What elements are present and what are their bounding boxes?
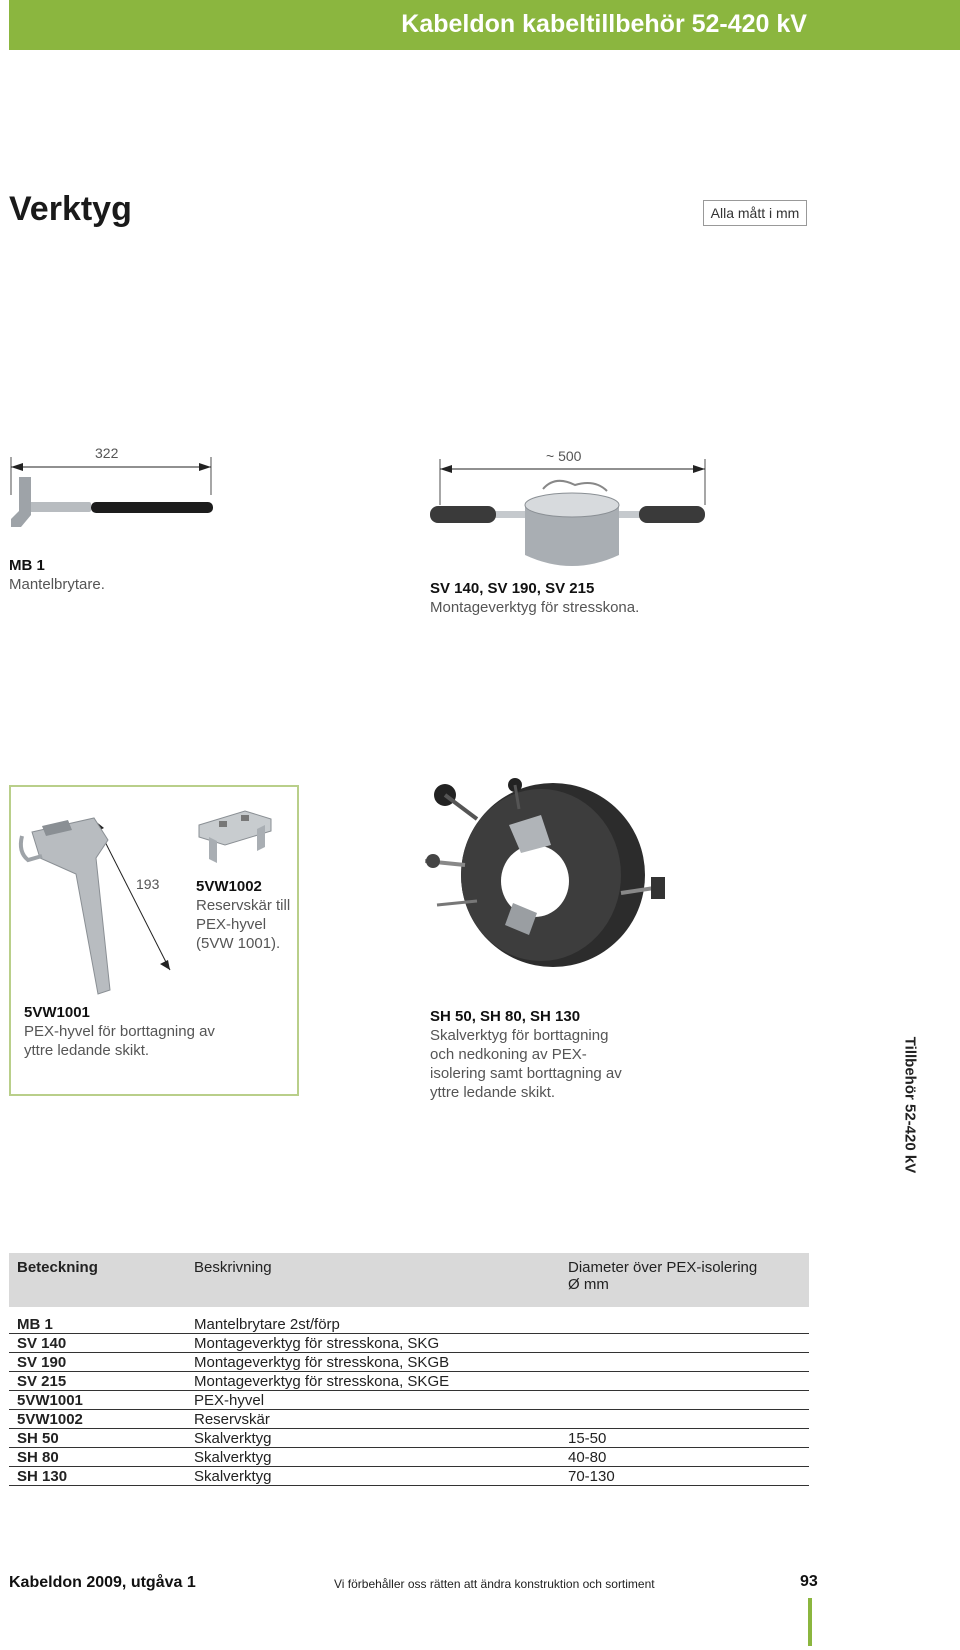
cell-code: 5VW1002 xyxy=(9,1410,186,1429)
header-diameter-unit: Ø mm xyxy=(568,1276,609,1293)
cell-description: Montageverktyg för stresskona, SKGB xyxy=(186,1353,560,1372)
header-cell-designation: Beteckning xyxy=(9,1253,186,1307)
cell-diameter xyxy=(560,1353,809,1372)
cell-code: SV 140 xyxy=(9,1334,186,1353)
footer-edition: Kabeldon 2009, utgåva 1 xyxy=(9,1574,196,1591)
cell-code: SV 215 xyxy=(9,1372,186,1391)
page-title: Verktyg xyxy=(9,190,132,228)
table-row xyxy=(9,1334,809,1353)
sh-desc-line: yttre ledande skikt. xyxy=(430,1084,556,1101)
table-row xyxy=(9,1353,809,1372)
mb1-description: Mantelbrytare. xyxy=(9,576,105,593)
cell-description: Montageverktyg för stresskona, SKGE xyxy=(186,1372,560,1391)
header-cell-diameter xyxy=(560,1253,809,1307)
cell-code: SH 50 xyxy=(9,1429,186,1448)
header-diameter-label: Diameter över PEX-isolering xyxy=(568,1259,758,1276)
mb1-tool-image xyxy=(5,455,215,545)
cell-diameter: 15-50 xyxy=(560,1429,809,1448)
vw1002-desc-line: (5VW 1001). xyxy=(196,935,281,952)
cell-description: PEX-hyvel xyxy=(186,1391,560,1410)
cell-description: Skalverktyg xyxy=(186,1429,560,1448)
table-row xyxy=(9,1372,809,1391)
header-cell-description: Beskrivning xyxy=(186,1253,560,1307)
mb1-dimension: 322 xyxy=(95,445,119,461)
cell-code: 5VW1001 xyxy=(9,1391,186,1410)
vw1002-desc-line: PEX-hyvel xyxy=(196,916,267,933)
sh-desc-line: och nedkoning av PEX- xyxy=(430,1046,587,1063)
cell-diameter xyxy=(560,1334,809,1353)
cell-diameter: 70-130 xyxy=(560,1467,809,1486)
cell-description: Montageverktyg för stresskona, SKG xyxy=(186,1334,560,1353)
header-title: Kabeldon kabeltillbehör 52-420 kV xyxy=(401,10,807,38)
sh-desc-line: Skalverktyg för borttagning xyxy=(430,1027,609,1044)
table-row xyxy=(9,1410,809,1429)
sh-description xyxy=(430,1026,622,1102)
vw1001-planer-image xyxy=(12,810,172,1005)
cell-diameter xyxy=(560,1410,809,1429)
cell-description: Reservskär xyxy=(186,1410,560,1429)
vw1002-description xyxy=(196,896,290,953)
sv-code: SV 140, SV 190, SV 215 xyxy=(430,580,595,597)
sv-description: Montageverktyg för stresskona. xyxy=(430,599,640,616)
cell-code: SH 130 xyxy=(9,1467,186,1486)
cell-description: Mantelbrytare 2st/förp xyxy=(186,1315,560,1334)
spec-table xyxy=(9,1253,809,1486)
cell-diameter xyxy=(560,1372,809,1391)
footer-disclaimer: Vi förbehåller oss rätten att ändra konstruktion och sortiment xyxy=(334,1577,655,1591)
vw1001-description xyxy=(24,1022,215,1060)
vw1001-dimension: 193 xyxy=(136,876,160,892)
side-tab-label: Tillbehör 52-420 kV xyxy=(901,1036,919,1174)
table-row xyxy=(9,1467,809,1486)
table-header-row xyxy=(9,1253,809,1307)
cell-code: SH 80 xyxy=(9,1448,186,1467)
side-tab xyxy=(895,1030,925,1180)
vw1002-desc-line: Reservskär till xyxy=(196,897,291,914)
sv-tool-image xyxy=(425,455,715,580)
vw1001-code: 5VW1001 xyxy=(24,1004,90,1021)
cell-diameter: 40-80 xyxy=(560,1448,809,1467)
cell-diameter xyxy=(560,1391,809,1410)
cell-code: MB 1 xyxy=(9,1315,186,1334)
vw1002-blade-image xyxy=(195,807,275,867)
vw1001-desc-line: PEX-hyvel för borttagning av xyxy=(24,1023,215,1040)
table-row xyxy=(9,1315,809,1334)
sh-desc-line: isolering samt borttagning av xyxy=(430,1065,622,1082)
table-row xyxy=(9,1391,809,1410)
sh-tool-image xyxy=(425,775,670,975)
cell-description: Skalverktyg xyxy=(186,1467,560,1486)
cell-diameter xyxy=(560,1315,809,1334)
table-row xyxy=(9,1448,809,1467)
vw1002-code: 5VW1002 xyxy=(196,878,262,895)
sh-code: SH 50, SH 80, SH 130 xyxy=(430,1008,581,1025)
units-badge: Alla mått i mm xyxy=(703,200,807,226)
cell-description: Skalverktyg xyxy=(186,1448,560,1467)
footer-accent-bar xyxy=(808,1598,812,1646)
table-row xyxy=(9,1429,809,1448)
sv-dimension: ~ 500 xyxy=(546,448,582,464)
vw1001-desc-line: yttre ledande skikt. xyxy=(24,1042,150,1059)
page-number: 93 xyxy=(800,1573,818,1590)
cell-code: SV 190 xyxy=(9,1353,186,1372)
mb1-code: MB 1 xyxy=(9,557,45,574)
